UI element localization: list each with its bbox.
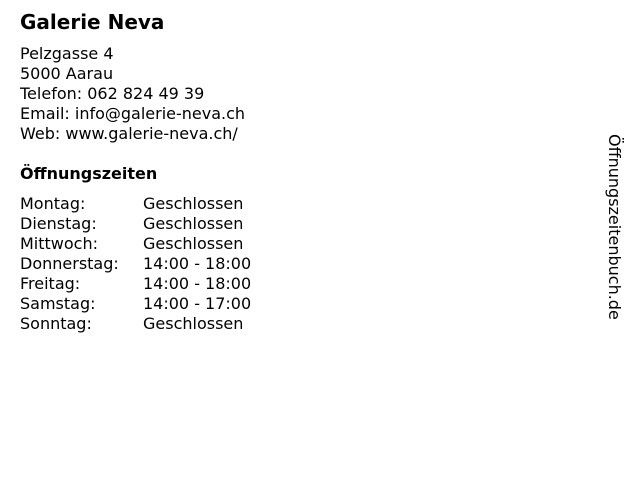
phone-line: Telefon: 062 824 49 39 xyxy=(20,84,205,103)
hours-row-tuesday xyxy=(20,214,251,234)
hours-day: Sonntag: xyxy=(20,314,92,333)
web-line: Web: www.galerie-neva.ch/ xyxy=(20,124,238,143)
address-block xyxy=(20,44,245,144)
opening-hours-list xyxy=(20,194,251,334)
hours-day: Dienstag: xyxy=(20,214,97,233)
email-line: Email: info@galerie-neva.ch xyxy=(20,104,246,123)
hours-day: Donnerstag: xyxy=(20,254,119,273)
hours-day: Montag: xyxy=(20,194,86,213)
opening-hours-heading: Öffnungszeiten xyxy=(20,164,158,183)
hours-row-friday xyxy=(20,274,251,294)
hours-day: Freitag: xyxy=(20,274,81,293)
address-city: 5000 Aarau xyxy=(20,64,114,83)
hours-row-thursday xyxy=(20,254,251,274)
hours-time: Geschlossen xyxy=(143,214,244,233)
hours-time: Geschlossen xyxy=(143,194,244,213)
hours-time: 14:00 - 17:00 xyxy=(143,294,252,313)
hours-day: Samstag: xyxy=(20,294,96,313)
site-brand-vertical: Öffnungszeitenbuch.de xyxy=(605,134,624,320)
hours-row-sunday xyxy=(20,314,251,334)
hours-row-saturday xyxy=(20,294,251,314)
hours-row-monday xyxy=(20,194,251,214)
hours-time: Geschlossen xyxy=(143,234,244,253)
hours-time: 14:00 - 18:00 xyxy=(143,274,252,293)
hours-time: Geschlossen xyxy=(143,314,244,333)
business-name: Galerie Neva xyxy=(20,10,165,34)
hours-day: Mittwoch: xyxy=(20,234,98,253)
address-street: Pelzgasse 4 xyxy=(20,44,114,63)
hours-time: 14:00 - 18:00 xyxy=(143,254,252,273)
hours-row-wednesday xyxy=(20,234,251,254)
